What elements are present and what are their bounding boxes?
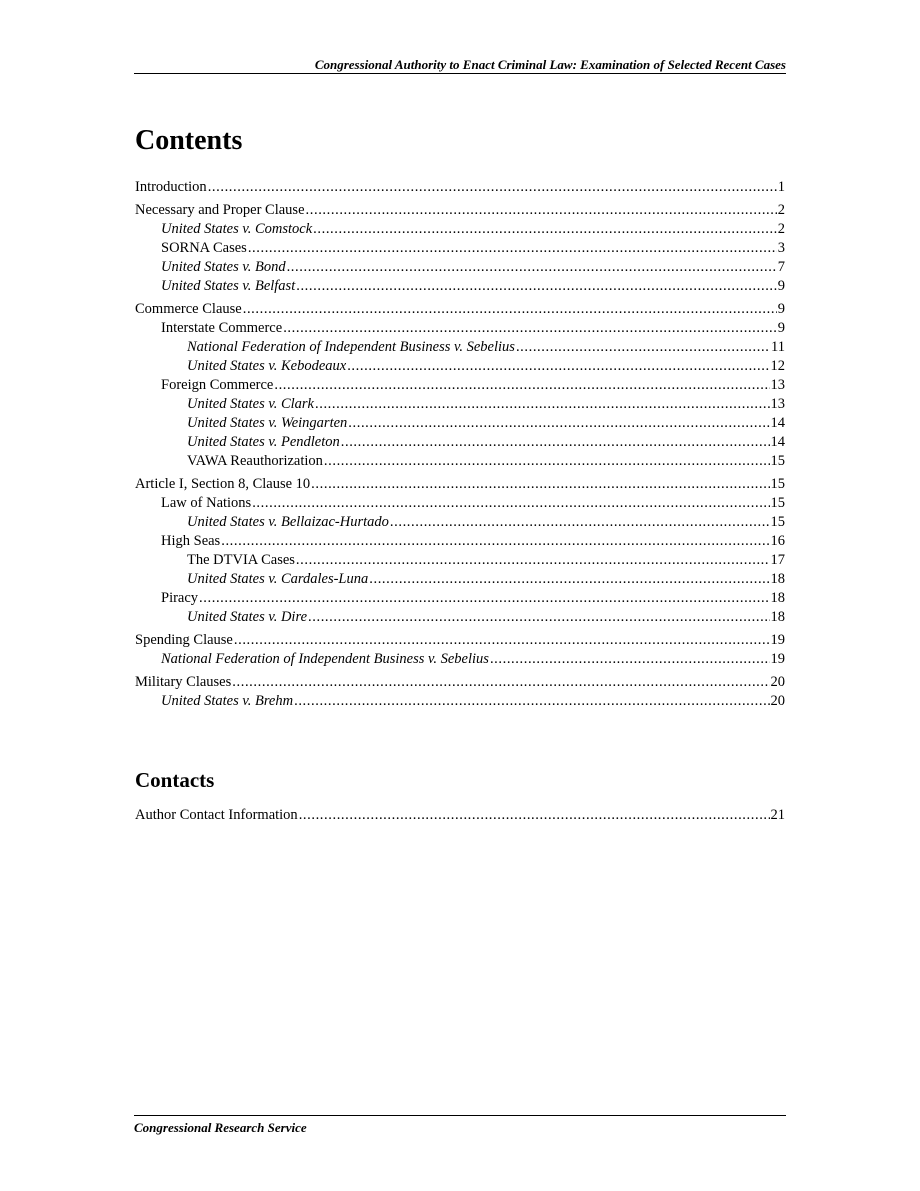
toc-entry-label: Piracy: [161, 590, 199, 606]
toc-page-number: 9: [777, 301, 785, 317]
contents-heading: Contents: [135, 125, 243, 156]
dot-leader: [347, 357, 769, 376]
toc-entry-label: The DTVIA Cases: [187, 552, 295, 568]
toc-entry[interactable]: [135, 319, 785, 338]
running-header: Congressional Authority to Enact Criminal Law: Examination of Selected Recent Cases: [134, 57, 786, 74]
toc-page-number: 1: [777, 179, 785, 195]
toc-page-number: 13: [770, 377, 785, 393]
dot-leader: [306, 201, 777, 220]
toc-entry-label: National Federation of Independent Business v. Sebelius: [187, 339, 515, 355]
dot-leader: [369, 570, 769, 589]
dot-leader: [296, 551, 770, 570]
toc-entry[interactable]: [135, 452, 785, 471]
toc-entry-label: SORNA Cases: [161, 240, 247, 256]
toc-entry-label: Author Contact Information: [135, 807, 298, 823]
toc-entry-label: VAWA Reauthorization: [187, 453, 323, 469]
toc-entry-label: United States v. Dire: [187, 609, 308, 625]
toc-page-number: 17: [770, 552, 785, 568]
dot-leader: [208, 178, 777, 197]
dot-leader: [252, 494, 769, 513]
toc-page-number: 3: [777, 240, 785, 256]
toc-entry-label: United States v. Cardales-Luna: [187, 571, 369, 587]
dot-leader: [248, 239, 777, 258]
toc-page-number: 18: [770, 609, 785, 625]
toc-entry[interactable]: [135, 631, 785, 650]
dot-leader: [390, 513, 770, 532]
toc-entry[interactable]: [135, 220, 785, 239]
dot-leader: [283, 319, 777, 338]
toc-page-number: 12: [770, 358, 785, 374]
toc-entry-label: United States v. Kebodeaux: [187, 358, 347, 374]
toc-entry-label: High Seas: [161, 533, 221, 549]
toc-entry-label: United States v. Weingarten: [187, 415, 348, 431]
dot-leader: [274, 376, 769, 395]
toc-page-number: 2: [777, 221, 785, 237]
toc-page-number: 20: [770, 674, 785, 690]
toc-entry[interactable]: [135, 300, 785, 319]
toc-entry-label: Spending Clause: [135, 632, 233, 648]
toc-entry[interactable]: [135, 806, 785, 825]
toc-page-number: 14: [770, 415, 785, 431]
toc-entry[interactable]: [135, 650, 785, 669]
toc-entry-label: Commerce Clause: [135, 301, 242, 317]
toc-entry[interactable]: [135, 570, 785, 589]
toc-page-number: 21: [770, 807, 785, 823]
contacts-list: [135, 806, 785, 825]
toc-entry-label: United States v. Bellaizac-Hurtado: [187, 514, 389, 530]
toc-page-number: 14: [770, 434, 785, 450]
toc-entry-label: United States v. Pendleton: [187, 434, 340, 450]
toc-entry-label: Article I, Section 8, Clause 10: [135, 476, 311, 492]
dot-leader: [315, 395, 770, 414]
toc-entry[interactable]: [135, 277, 785, 296]
toc-entry-label: Law of Nations: [161, 495, 252, 511]
toc-page-number: 15: [770, 495, 785, 511]
toc-entry-label: Necessary and Proper Clause: [135, 202, 305, 218]
toc-entry-label: United States v. Clark: [187, 396, 314, 412]
dot-leader: [311, 475, 769, 494]
dot-leader: [341, 433, 770, 452]
toc-page-number: 2: [777, 202, 785, 218]
toc-page-number: 9: [777, 320, 785, 336]
dot-leader: [348, 414, 769, 433]
toc-entry[interactable]: [135, 513, 785, 532]
toc-page-number: 9: [777, 278, 785, 294]
dot-leader: [313, 220, 777, 239]
toc-entry-label: National Federation of Independent Business v. Sebelius: [161, 651, 489, 667]
toc-entry[interactable]: [135, 433, 785, 452]
toc-entry[interactable]: [135, 178, 785, 197]
dot-leader: [287, 258, 777, 277]
toc-page-number: 15: [770, 514, 785, 530]
toc-entry-label: Military Clauses: [135, 674, 232, 690]
dot-leader: [308, 608, 769, 627]
toc-page-number: 19: [770, 632, 785, 648]
dot-leader: [234, 631, 770, 650]
toc-page-number: 11: [771, 339, 785, 355]
toc-page-number: 18: [770, 571, 785, 587]
toc-page-number: 13: [770, 396, 785, 412]
toc-entry-label: Introduction: [135, 179, 207, 195]
toc-entry[interactable]: [135, 551, 785, 570]
running-footer: Congressional Research Service: [134, 1115, 786, 1135]
toc-entry[interactable]: [135, 357, 785, 376]
toc-entry-label: United States v. Belfast: [161, 278, 296, 294]
toc-page-number: 7: [777, 259, 785, 275]
dot-leader: [232, 673, 769, 692]
toc-entry[interactable]: [135, 475, 785, 494]
toc-entry-label: United States v. Bond: [161, 259, 286, 275]
dot-leader: [516, 338, 770, 357]
toc-entry[interactable]: [135, 414, 785, 433]
dot-leader: [324, 452, 770, 471]
dot-leader: [296, 277, 777, 296]
toc-entry[interactable]: [135, 239, 785, 258]
table-of-contents: [135, 178, 785, 711]
toc-page-number: 15: [770, 476, 785, 492]
dot-leader: [199, 589, 769, 608]
toc-page-number: 18: [770, 590, 785, 606]
toc-page-number: 16: [770, 533, 785, 549]
toc-entry[interactable]: [135, 201, 785, 220]
toc-entry[interactable]: [135, 258, 785, 277]
toc-entry-label: United States v. Comstock: [161, 221, 313, 237]
toc-entry[interactable]: [135, 395, 785, 414]
dot-leader: [299, 806, 770, 825]
toc-entry[interactable]: [135, 673, 785, 692]
dot-leader: [221, 532, 769, 551]
toc-page-number: 15: [770, 453, 785, 469]
dot-leader: [294, 692, 769, 711]
toc-entry[interactable]: [135, 376, 785, 395]
toc-page-number: 19: [770, 651, 785, 667]
toc-entry-label: Interstate Commerce: [161, 320, 283, 336]
toc-entry[interactable]: [135, 608, 785, 627]
dot-leader: [490, 650, 770, 669]
toc-page-number: 20: [770, 693, 785, 709]
contacts-heading: Contacts: [135, 768, 215, 792]
toc-entry[interactable]: [135, 494, 785, 513]
toc-entry-label: United States v. Brehm: [161, 693, 294, 709]
toc-entry-label: Foreign Commerce: [161, 377, 274, 393]
dot-leader: [243, 300, 777, 319]
toc-entry[interactable]: [135, 532, 785, 551]
toc-entry[interactable]: [135, 589, 785, 608]
toc-entry[interactable]: [135, 338, 785, 357]
toc-entry[interactable]: [135, 692, 785, 711]
